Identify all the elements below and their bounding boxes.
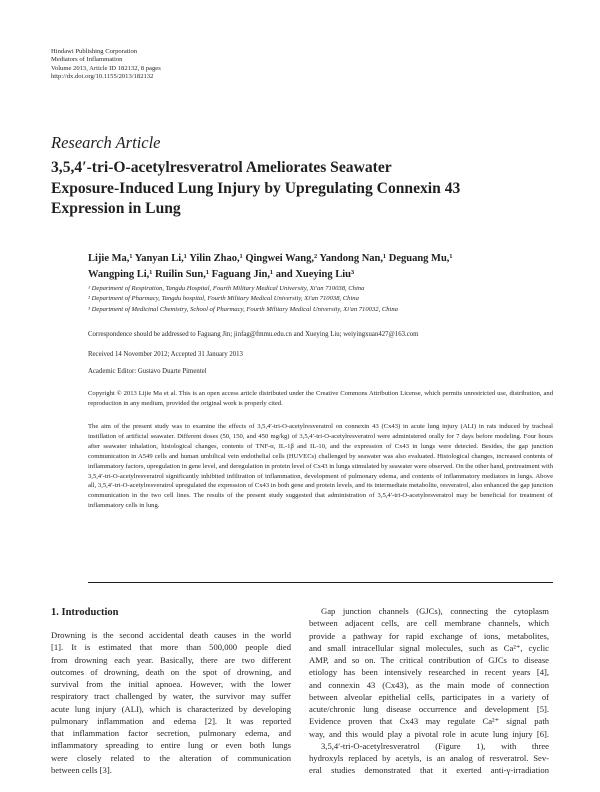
journal-name: Mediators of Inflammation xyxy=(51,56,123,64)
title-line: Expression in Lung xyxy=(51,200,181,217)
abstract: The aim of the present study was to examine the effects of 3,5,4′-tri-O-acetylresveratrol on connexin 43 (Cx43) in acute lung injury (ALI) in rats induced by tracheal instillation of artificial seawater. Different doses (50, 150, and 450 mg/kg) of 3,5,4′-tri-O-acetylresveratrol were administered orally for 7 days before modeling. Four hours after seawater inhalation, histological changes, contents of TNF-α, IL-1β and IL-10, and the expression of Cx43 in lungs were detected. Besides, the gap junction communication in A549 cells and human umbilical vein endothelial cells (HUVECs) challenged by seawater was also evaluated. Histological changes, increased contents of inflammatory factors, upregulation in gene level, and deregulation in protein level of Cx43 in lungs stimulated by seawater were observed. On the other hand, pretreatment with 3,5,4′-tri-O-acetylresveratrol significantly inhibited infiltration of inflammation, development of pulmonary edema, and contents of inflammatory mediators in lungs. Above all, 3,5,4′-tri-O-acetylresveratrol upregulated the expression of Cx43 in both gene and protein levels, and its intermediate metabolite, resveratrol, also enhanced the gap junction communication in the two cell lines. The results of the present study suggested that administration of 3,5,4′-tri-O-acetylresveratrol may be beneficial for treatment of inflammatory cells in lung. xyxy=(88,423,553,510)
text-line: Evidence proven that Cx43 may regulate Ca²⁺ signal path xyxy=(309,716,549,727)
text-line: between adjacent cells, are cell membrane channels, which xyxy=(309,618,549,629)
text-line: provide a pathway for rapid exchange of ions, metabolites, xyxy=(309,630,549,641)
affiliations xyxy=(88,284,558,315)
text-line: etiology has been intensively researched in recent years [4], xyxy=(309,667,549,678)
section-heading: 1. Introduction xyxy=(51,607,119,618)
article-type: Research Article xyxy=(51,133,161,152)
text-line: Gap junction channels (GJCs), connecting the cytoplasm xyxy=(321,606,549,616)
text-line: AMP, and so on. The critical contribution of GJCs to disease xyxy=(309,655,549,665)
author-line: Wangping Li,¹ Ruilin Sun,¹ Faguang Jin,¹ and Xueying Liu³ xyxy=(88,268,355,280)
text-line: eral studies demonstrated that it exerted anti-γ-irradiation xyxy=(309,765,549,776)
text-line: from drowning each year. Basically, there are two different xyxy=(51,654,291,665)
text-line: were closely related to the alteration of communication xyxy=(51,752,291,763)
text-line: between cells [3]. xyxy=(51,764,112,775)
affiliation: ¹ Department of Respiration, Tangdu Hospital, Fourth Military Medical University, Xi'an 710038, China xyxy=(88,285,365,292)
text-line: Drowning is the second accidental death causes in the world xyxy=(51,630,291,640)
text-line: respiratory tract challenged by water, the survivor may suffer xyxy=(51,691,291,702)
text-line: acute lung injury (ALI), which is characterized by developing xyxy=(51,703,291,714)
text-line: hydroxyls replaced by acetyls, is an analog of resveratrol. Sev- xyxy=(309,753,549,763)
affiliation: ² Department of Pharmacy, Tangdu hospital, Fourth Military Medical University, Xi'an 710038, China xyxy=(88,295,359,303)
text-line: between alveolar epithelial cells, participates in a variety of xyxy=(309,691,549,702)
text-line: 3,5,4′-tri-O-acetylresveratrol (Figure 1), with three xyxy=(321,740,549,751)
section-divider xyxy=(88,582,553,583)
title-line: 3,5,4′-tri-O-acetylresveratrol Ameliorates Seawater xyxy=(51,159,392,176)
left-column-text xyxy=(51,629,291,776)
text-line: acute/chronic lung disease occurrence and development [5]. xyxy=(309,704,549,714)
received-accepted-dates: Received 14 November 2012; Accepted 31 January 2013 xyxy=(88,351,243,358)
text-line: that inflammation factor secretion, pulmonary edema, and xyxy=(51,728,291,738)
right-column-text xyxy=(309,605,549,777)
text-line: inflammatory spreading to entire lung or even both lungs xyxy=(51,740,291,751)
academic-editor: Academic Editor: Gustavo Duarte Pimentel xyxy=(88,368,207,375)
doi-link[interactable]: http://dx.doi.org/10.1155/2013/182132 xyxy=(51,73,154,81)
text-line: and small intracellular signal molecules, such as Ca²⁺, cyclic xyxy=(309,642,549,653)
article-title xyxy=(51,158,551,220)
publisher: Hindawi Publishing Corporation xyxy=(51,48,138,55)
text-line: outcomes of drowning, death on the spot of drowning, and xyxy=(51,666,291,677)
text-line: pulmonary inflammation and edema [2]. It was reported xyxy=(51,715,291,726)
volume-info: Volume 2013, Article ID 182132, 8 pages xyxy=(51,64,161,72)
author-list xyxy=(88,251,558,282)
title-line: Exposure-Induced Lung Injury by Upregulating Connexin 43 xyxy=(51,179,461,197)
correspondence: Correspondence should be addressed to Faguang Jin; jinfag@fmmu.edu.cn and Xueying Liu; weiyingxuan427@163.com xyxy=(88,331,419,338)
text-line: way, and this would play a pivotal role in acute lung injury [6]. xyxy=(309,728,549,739)
text-line: [1]. It is estimated that more than 500,000 people died xyxy=(51,642,291,653)
publication-info xyxy=(51,48,161,82)
copyright-notice: Copyright © 2013 Lijie Ma et al. This is an open access article distributed under the Creative Commons Attribution License, which permits unrestricted use, distribution, and reproduction in any medium, provided the original work is properly cited. xyxy=(88,390,553,407)
text-line: and connexin 43 (Cx43), as the main mode of connection xyxy=(309,679,549,690)
author-line: Lijie Ma,¹ Yanyan Li,¹ Yilin Zhao,¹ Qingwei Wang,² Yandong Nan,¹ Deguang Mu,¹ xyxy=(88,253,453,264)
text-line: survival from the initial apnoea. However, with the lower xyxy=(51,679,291,689)
affiliation: ³ Department of Medicinal Chemistry, School of Pharmacy, Fourth Military Medical University, Xi'an 710032, China xyxy=(88,305,398,313)
